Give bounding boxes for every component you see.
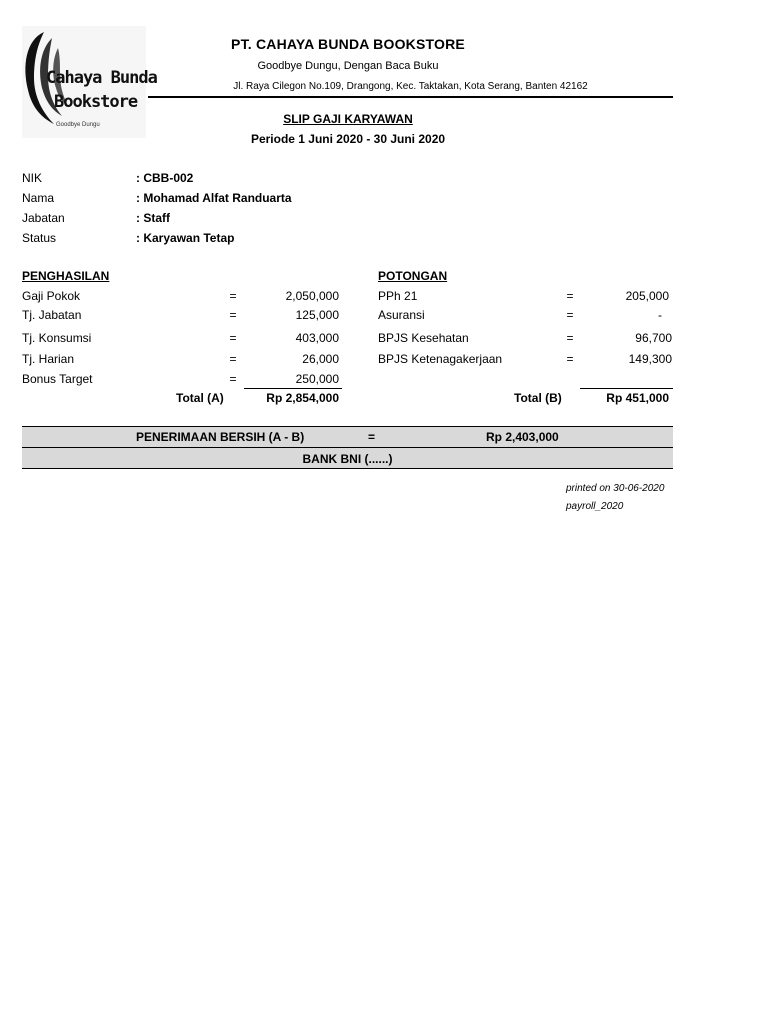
bank-name: BANK BNI (......)	[302, 452, 393, 466]
income-eq: =	[229, 352, 237, 366]
employee-value: : Karyawan Tetap	[136, 231, 235, 245]
employee-label: Nama	[22, 191, 55, 205]
income-label: Tj. Jabatan	[22, 308, 82, 322]
income-label: Gaji Pokok	[22, 289, 81, 303]
income-amount: 403,000	[295, 331, 339, 345]
income-label: Tj. Konsumsi	[22, 331, 92, 345]
income-total-value: Rp 2,854,000	[266, 391, 339, 405]
net-pay-value: Rp 2,403,000	[486, 430, 559, 444]
income-eq: =	[229, 289, 237, 303]
deductions-total-rule	[580, 388, 673, 389]
deduction-label: BPJS Ketenagakerjaan	[378, 352, 503, 366]
employee-label: Jabatan	[22, 211, 65, 225]
logo-text-line2: Bookstore	[54, 92, 138, 112]
header-divider	[148, 96, 673, 98]
income-total-rule	[244, 388, 342, 389]
income-amount: 125,000	[295, 308, 339, 322]
employee-value: : CBB-002	[136, 171, 194, 185]
deduction-amount: 205,000	[625, 289, 669, 303]
income-amount: 250,000	[295, 372, 339, 386]
employee-label: NIK	[22, 171, 43, 185]
bank-bar	[22, 448, 673, 469]
payroll-ref: payroll_2020	[566, 501, 624, 512]
income-amount: 26,000	[302, 352, 339, 366]
company-logo	[22, 26, 157, 138]
net-pay-label: PENERIMAAN BERSIH (A - B)	[136, 430, 305, 444]
employee-value: : Mohamad Alfat Randuarta	[136, 191, 292, 205]
printed-date: printed on 30-06-2020	[566, 483, 665, 494]
income-label: Bonus Target	[22, 372, 93, 386]
deduction-eq: =	[566, 352, 574, 366]
logo-tagline: Goodbye Dungu	[56, 122, 100, 128]
income-label: Tj. Harian	[22, 352, 75, 366]
deduction-amount: 96,700	[635, 331, 672, 345]
deduction-eq: =	[566, 331, 574, 345]
company-tagline: Goodbye Dungu, Dengan Baca Buku	[257, 60, 439, 72]
net-pay-bar	[22, 426, 673, 448]
employee-label: Status	[22, 231, 57, 245]
income-eq: =	[229, 331, 237, 345]
income-eq: =	[229, 308, 237, 322]
employee-value: : Staff	[136, 211, 170, 225]
income-heading: PENGHASILAN	[22, 269, 110, 283]
company-name: PT. CAHAYA BUNDA BOOKSTORE	[231, 36, 465, 52]
slip-period: Periode 1 Juni 2020 - 30 Juni 2020	[250, 132, 446, 146]
deductions-total-value: Rp 451,000	[606, 391, 669, 405]
deduction-amount: 149,300	[628, 352, 672, 366]
deduction-eq: =	[566, 289, 574, 303]
company-address: Jl. Raya Cilegon No.109, Drangong, Kec. Taktakan, Kota Serang, Banten 42162	[233, 81, 588, 92]
logo-text-line1: Cahaya Bunda	[46, 68, 157, 88]
deduction-amount: -	[658, 308, 662, 322]
deduction-label: PPh 21	[378, 289, 418, 303]
net-pay-eq: =	[368, 430, 376, 444]
deduction-eq: =	[566, 308, 574, 322]
income-eq: =	[229, 372, 237, 386]
income-amount: 2,050,000	[285, 289, 339, 303]
deductions-total-label: Total (B)	[514, 391, 562, 405]
deductions-heading: POTONGAN	[378, 269, 448, 283]
income-total-label: Total (A)	[176, 391, 224, 405]
slip-title: SLIP GAJI KARYAWAN	[283, 112, 413, 126]
deduction-label: BPJS Kesehatan	[378, 331, 469, 345]
deduction-label: Asuransi	[378, 308, 425, 322]
